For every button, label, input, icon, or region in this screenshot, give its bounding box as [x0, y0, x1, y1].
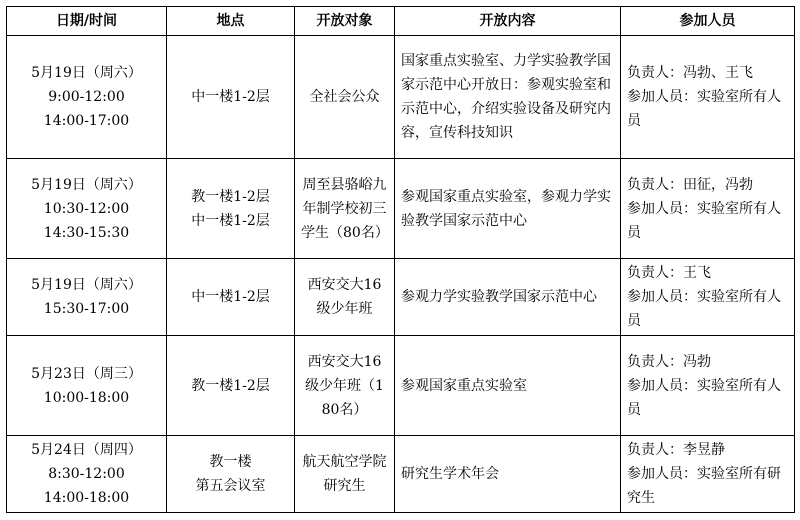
- place-text: 中一楼1-2层: [191, 212, 270, 229]
- people-members: 参加人员：实验室所有人员: [627, 289, 781, 329]
- table-row: [7, 336, 795, 436]
- audience-cell: [295, 436, 395, 513]
- date-day: 5月19日（周六）: [31, 65, 142, 81]
- people-cell: [621, 436, 795, 513]
- date-cell: [7, 336, 167, 436]
- content-cell: [395, 159, 621, 259]
- people-cell: [621, 159, 795, 259]
- date-cell: [7, 436, 167, 513]
- place-text: 教一楼: [209, 454, 252, 470]
- date-time: 15:30-17:00: [43, 301, 130, 317]
- place-text: 中一楼1-2层: [191, 89, 270, 105]
- table-row: [7, 36, 795, 159]
- place-cell: [167, 336, 295, 436]
- audience-text: 西安交大16级少年班: [307, 277, 382, 317]
- audience-cell: [295, 36, 395, 159]
- content-text: 研究生学术年会: [401, 466, 499, 482]
- schedule-table: [6, 6, 795, 513]
- audience-text: 全社会公众: [309, 89, 380, 105]
- audience-text: 航天航空学院研究生: [302, 454, 387, 494]
- people-lead: 负责人：田征，冯勃: [627, 176, 753, 193]
- date-day: 5月23日（周三）: [31, 365, 142, 382]
- place-text: 教一楼1-2层: [191, 188, 270, 205]
- table-header-row: [7, 7, 795, 36]
- audience-cell: [295, 336, 395, 436]
- people-members: 参加人员：实验室所有研究生: [627, 466, 781, 506]
- date-day: 5月24日（周四）: [31, 442, 142, 458]
- date-time: 9:00-12:00: [48, 89, 125, 105]
- date-day: 5月19日（周六）: [31, 277, 142, 293]
- people-lead: 负责人：冯勃: [627, 353, 711, 370]
- header-people: 参加人员: [621, 7, 795, 36]
- content-cell: [395, 336, 621, 436]
- header-audience: 开放对象: [295, 7, 395, 36]
- audience-text: 西安交大16级少年班（180名）: [305, 353, 384, 418]
- place-cell: [167, 259, 295, 336]
- people-lead: 负责人：冯勃、王飞: [627, 65, 753, 81]
- date-cell: [7, 259, 167, 336]
- content-cell: [395, 436, 621, 513]
- content-cell: [395, 259, 621, 336]
- audience-cell: [295, 259, 395, 336]
- people-cell: [621, 36, 795, 159]
- people-members: 参加人员：实验室所有人员: [627, 200, 781, 241]
- people-members: 参加人员：实验室所有人员: [627, 377, 781, 418]
- date-day: 5月19日（周六）: [31, 176, 142, 193]
- date-time: 14:30-15:30: [43, 224, 130, 241]
- people-members: 参加人员：实验室所有人员: [627, 89, 781, 129]
- header-content: 开放内容: [395, 7, 621, 36]
- audience-text: 周至县骆峪九年制学校初三学生（80名）: [301, 176, 389, 241]
- date-time: 14:00-17:00: [43, 113, 130, 129]
- content-text: 参观国家重点实验室: [401, 377, 527, 394]
- people-lead: 负责人：王飞: [627, 265, 711, 281]
- date-cell: [7, 159, 167, 259]
- place-cell: [167, 436, 295, 513]
- people-cell: [621, 259, 795, 336]
- table-row: [7, 436, 795, 513]
- content-text: 参观力学实验教学国家示范中心: [401, 289, 597, 305]
- place-text: 中一楼1-2层: [191, 289, 270, 305]
- table-row: [7, 159, 795, 259]
- date-time: 14:00-18:00: [43, 490, 130, 506]
- date-time: 10:00-18:00: [43, 389, 130, 406]
- audience-cell: [295, 159, 395, 259]
- date-time: 10:30-12:00: [43, 200, 130, 217]
- header-date: 日期/时间: [7, 7, 167, 36]
- place-text: 教一楼1-2层: [191, 377, 270, 394]
- table-row: [7, 259, 795, 336]
- place-text: 第五会议室: [195, 478, 266, 494]
- people-lead: 负责人：李昱静: [627, 442, 725, 458]
- content-cell: [395, 36, 621, 159]
- place-cell: [167, 159, 295, 259]
- header-place: 地点: [167, 7, 295, 36]
- people-cell: [621, 336, 795, 436]
- place-cell: [167, 36, 295, 159]
- date-cell: [7, 36, 167, 159]
- date-time: 8:30-12:00: [48, 466, 125, 482]
- content-text: 参观国家重点实验室，参观力学实验教学国家示范中心: [401, 188, 611, 229]
- content-text: 国家重点实验室、力学实验教学国家示范中心开放日：参观实验室和示范中心，介绍实验设备及研究内容，宣传科技知识: [401, 53, 611, 141]
